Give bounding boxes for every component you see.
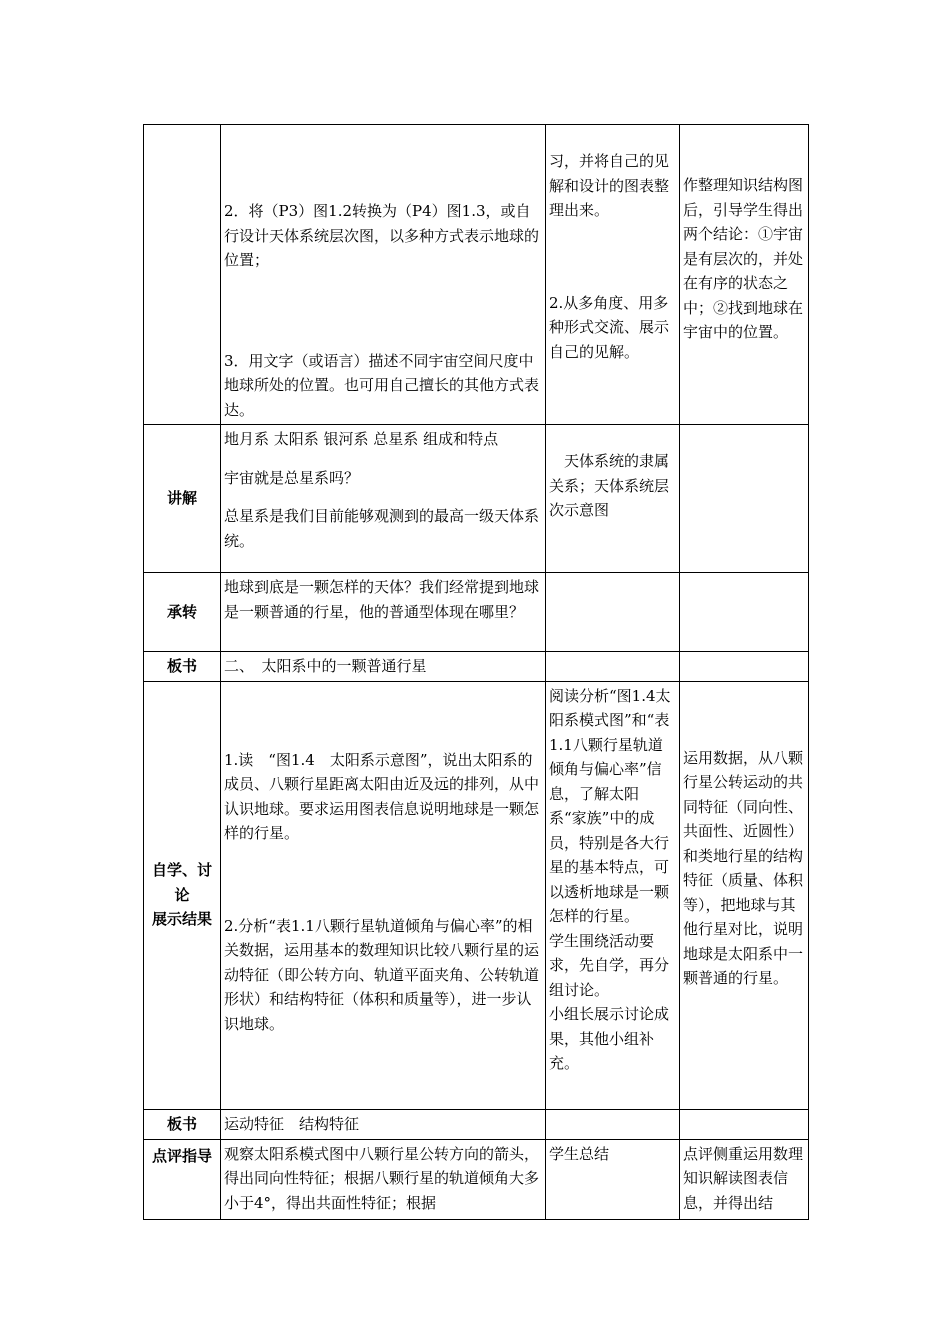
student-activity-text-1: 阅读分析“图1.4太阳系模式图”和“表1.1八颗行星轨道倾角与偏心率”信息，了解太阳系“家族”中的成员，特别是各大行星的基本特点，可以透析地球是一颗怎样的行星。: [549, 686, 671, 925]
teaching-content-cell: 观察太阳系模式图中八颗行星公转方向的箭头，得出同向性特征；根据八颗行星的轨道倾角大多小于4°，得出共面性特征；根据: [221, 1139, 546, 1219]
stage-label-self-study: [144, 681, 221, 1109]
table-row-explain: [144, 425, 809, 573]
table-row-board-2: [144, 1109, 809, 1139]
lesson-plan-table: [143, 124, 809, 1220]
content-line-2: 宇宙就是总星系吗？: [224, 468, 360, 487]
content-item-2: 2.分析“表1.1八颗行星轨道倾角与偏心率”的相关数据，运用基本的数理知识比较八颗行星的运动特征（即公转方向、轨道平面夹角、公转轨道形状）和结构特征（体积和质量等），进一步认识地球。: [224, 916, 540, 1033]
stage-label-review: 点评指导: [144, 1139, 221, 1219]
content-item-3: 3．用文字（或语言）描述不同宇宙空间尺度中地球所处的位置。也可用自己擅长的其他方式表达。: [224, 351, 540, 419]
design-intent-cell: [680, 425, 809, 573]
teaching-content-cell: [221, 425, 546, 573]
teaching-content-cell: [221, 125, 546, 425]
teaching-content-cell: [221, 681, 546, 1109]
table-row-continuation: [144, 125, 809, 425]
teaching-content-cell: 运动特征 结构特征: [221, 1109, 546, 1139]
stage-label-transition: 承转: [144, 573, 221, 652]
stage-label-board: 板书: [144, 1109, 221, 1139]
content-line-1: 地月系 太阳系 银河系 总星系 组成和特点: [224, 430, 499, 448]
student-activity-text-1: 习，并将自己的见解和设计的图表整理出来。: [549, 152, 670, 219]
student-activity-cell: [546, 652, 680, 682]
content-item-1: 1.读 “图1.4 太阳系示意图”，说出太阳系的成员、八颗行星距离太阳由近及远的排列，从中认识地球。要求运用图表信息说明地球是一颗怎样的行星。: [224, 750, 540, 842]
student-activity-cell: [546, 681, 680, 1109]
design-intent-cell: 点评侧重运用数理知识解读图表信息，并得出结: [680, 1139, 809, 1219]
design-intent-text: 作整理知识结构图后，引导学生得出两个结论：①宇宙是有层次的，并处在有序的状态之中；②找到地球在宇宙中的位置。: [683, 176, 804, 341]
design-intent-cell: [680, 125, 809, 425]
design-intent-cell: [680, 1109, 809, 1139]
stage-label-text: 自学、讨 论 展示结果: [151, 861, 212, 929]
student-activity-cell: [546, 425, 680, 573]
table-row-transition: [144, 573, 809, 652]
content-item-2: 2．将（P3）图1.2转换为（P4）图1.3，或自行设计天体系统层次图，以多种方式表示地球的位置；: [224, 202, 540, 269]
student-activity-text-2: 学生围绕活动要求，先自学，再分组讨论。: [549, 931, 670, 999]
content-line-3: 总星系是我们目前能够观测到的最高一级天体系统。: [224, 507, 540, 550]
student-activity-text: 天体系统的隶属关系；天体系统层次示意图: [549, 452, 670, 519]
student-activity-cell: [546, 125, 680, 425]
stage-label-board: 板书: [144, 652, 221, 682]
student-activity-text-3: 小组长展示讨论成果，其他小组补充。: [549, 1005, 670, 1072]
student-activity-text-2: 2.从多角度、用多种形式交流、展示自己的见解。: [549, 293, 670, 361]
table-row-board-1: [144, 652, 809, 682]
design-intent-cell: [680, 681, 809, 1109]
stage-label-cell: [144, 125, 221, 425]
design-intent-text: 运用数据，从八颗行星公转运动的共同特征（同向性、共面性、近圆性）和类地行星的结构特征（质量、体积等），把地球与其他行星对比，说明地球是太阳系中一颗普通的行星。: [683, 748, 804, 987]
teaching-content-cell: 地球到底是一颗怎样的天体？我们经常提到地球是一颗普通的行星，他的普通型体现在哪里？: [221, 573, 546, 652]
teaching-content-cell: 二、 太阳系中的一颗普通行星: [221, 652, 546, 682]
table-row-review: [144, 1139, 809, 1219]
table-row-self-study: [144, 681, 809, 1109]
student-activity-cell: 学生总结: [546, 1139, 680, 1219]
student-activity-cell: [546, 1109, 680, 1139]
student-activity-cell: [546, 573, 680, 652]
design-intent-cell: [680, 573, 809, 652]
stage-label-explain: 讲解: [144, 425, 221, 573]
design-intent-cell: [680, 652, 809, 682]
